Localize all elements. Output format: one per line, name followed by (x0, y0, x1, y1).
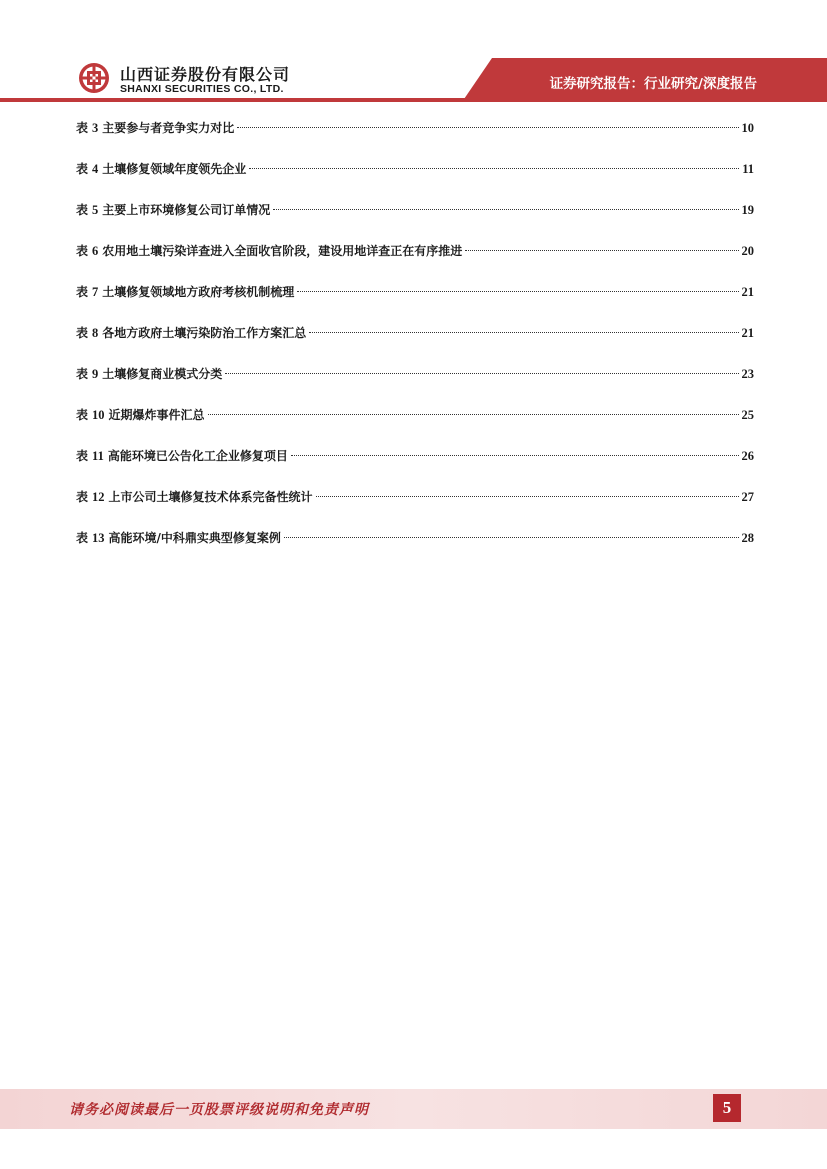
toc-entry-page: 27 (741, 490, 754, 504)
toc-dot-leader (237, 127, 738, 128)
toc-dot-leader (465, 250, 738, 251)
toc-entry-prefix: 表 (76, 490, 89, 504)
toc-entry[interactable] (76, 528, 754, 569)
toc-entry-prefix: 表 (76, 285, 89, 299)
toc-entry-page: 26 (741, 449, 754, 463)
toc-dot-leader (316, 496, 739, 497)
company-name-en: SHANXI SECURITIES CO., LTD. (120, 83, 284, 95)
toc-entry-label (76, 446, 288, 466)
toc-entry-title: 各地方政府土壤污染防治工作方案汇总 (102, 326, 307, 340)
page-header (0, 0, 827, 104)
toc-entry-title: 土壤修复领域年度领先企业 (102, 162, 247, 176)
toc-entry-label (76, 241, 462, 261)
toc-entry-title: 土壤修复领域地方政府考核机制梳理 (102, 285, 295, 299)
toc-entry-page: 11 (742, 162, 754, 176)
toc-entry-number: 13 (92, 531, 105, 545)
toc-entry-label (76, 487, 313, 507)
toc-entry-label (76, 364, 222, 384)
toc-entry-number: 12 (92, 490, 105, 504)
toc-entry[interactable] (76, 323, 754, 364)
toc-dot-leader (309, 332, 738, 333)
toc-entry-page: 10 (741, 121, 754, 135)
toc-entry-number: 5 (92, 203, 99, 217)
disclaimer-notice: 请务必阅读最后一页股票评级说明和免责声明 (69, 1102, 369, 1118)
toc-entry-prefix: 表 (76, 121, 89, 135)
toc-dot-leader (291, 455, 739, 456)
toc-entry[interactable] (76, 241, 754, 282)
report-type-label: 证券研究报告：行业研究/深度报告 (549, 76, 757, 92)
toc-entry-title: 主要参与者竞争实力对比 (102, 121, 235, 135)
toc-dot-leader (297, 291, 738, 292)
toc-entry[interactable] (76, 200, 754, 241)
toc-entry-title: 土壤修复商业模式分类 (102, 367, 223, 381)
toc-entry-number: 6 (92, 244, 99, 258)
company-name-cn: 山西证券股份有限公司 (120, 65, 291, 84)
toc-entry-page: 19 (741, 203, 754, 217)
toc-entry-number: 8 (92, 326, 99, 340)
toc-entry-label (76, 528, 281, 548)
toc-entry-number: 4 (92, 162, 99, 176)
toc-entry[interactable] (76, 282, 754, 323)
toc-entry-prefix: 表 (76, 203, 89, 217)
toc-entry-number: 9 (92, 367, 99, 381)
toc-entry-label (76, 200, 270, 220)
toc-entry[interactable] (76, 446, 754, 487)
page-number: 5 (713, 1094, 741, 1122)
toc-entry-page: 23 (741, 367, 754, 381)
toc-entry[interactable] (76, 159, 754, 200)
toc-entry[interactable] (76, 405, 754, 446)
toc-entry-label (76, 118, 234, 138)
toc-entry-label (76, 405, 205, 425)
shanxi-securities-logo-icon (78, 62, 110, 94)
toc-entry-title: 高能环境/中科鼎实典型修复案例 (108, 531, 281, 545)
toc-entry-number: 11 (92, 449, 104, 463)
toc-entry-page: 21 (741, 285, 754, 299)
table-of-contents (76, 118, 754, 569)
toc-entry-prefix: 表 (76, 367, 89, 381)
toc-entry-label (76, 282, 294, 302)
toc-entry-page: 20 (741, 244, 754, 258)
toc-entry-prefix: 表 (76, 162, 89, 176)
toc-dot-leader (284, 537, 739, 538)
toc-entry-title: 上市公司土壤修复技术体系完备性统计 (108, 490, 313, 504)
toc-entry-label (76, 323, 306, 343)
toc-dot-leader (249, 168, 739, 169)
toc-entry-number: 10 (92, 408, 105, 422)
toc-entry-title: 农用地土壤污染详查进入全面收官阶段，建设用地详查正在有序推进 (102, 244, 463, 258)
toc-entry-title: 主要上市环境修复公司订单情况 (102, 203, 271, 217)
toc-entry-page: 21 (741, 326, 754, 340)
toc-entry-title: 近期爆炸事件汇总 (108, 408, 205, 422)
toc-dot-leader (208, 414, 739, 415)
toc-entry[interactable] (76, 118, 754, 159)
toc-entry-prefix: 表 (76, 449, 89, 463)
toc-entry-number: 3 (92, 121, 99, 135)
toc-entry-prefix: 表 (76, 244, 89, 258)
toc-entry-label (76, 159, 246, 179)
toc-entry-prefix: 表 (76, 408, 89, 422)
toc-entry[interactable] (76, 364, 754, 405)
toc-dot-leader (225, 373, 738, 374)
toc-entry-title: 高能环境已公告化工企业修复项目 (107, 449, 288, 463)
toc-entry-number: 7 (92, 285, 99, 299)
toc-entry-page: 28 (741, 531, 754, 545)
toc-entry-page: 25 (741, 408, 754, 422)
toc-dot-leader (273, 209, 738, 210)
toc-entry-prefix: 表 (76, 531, 89, 545)
toc-entry[interactable] (76, 487, 754, 528)
toc-entry-prefix: 表 (76, 326, 89, 340)
